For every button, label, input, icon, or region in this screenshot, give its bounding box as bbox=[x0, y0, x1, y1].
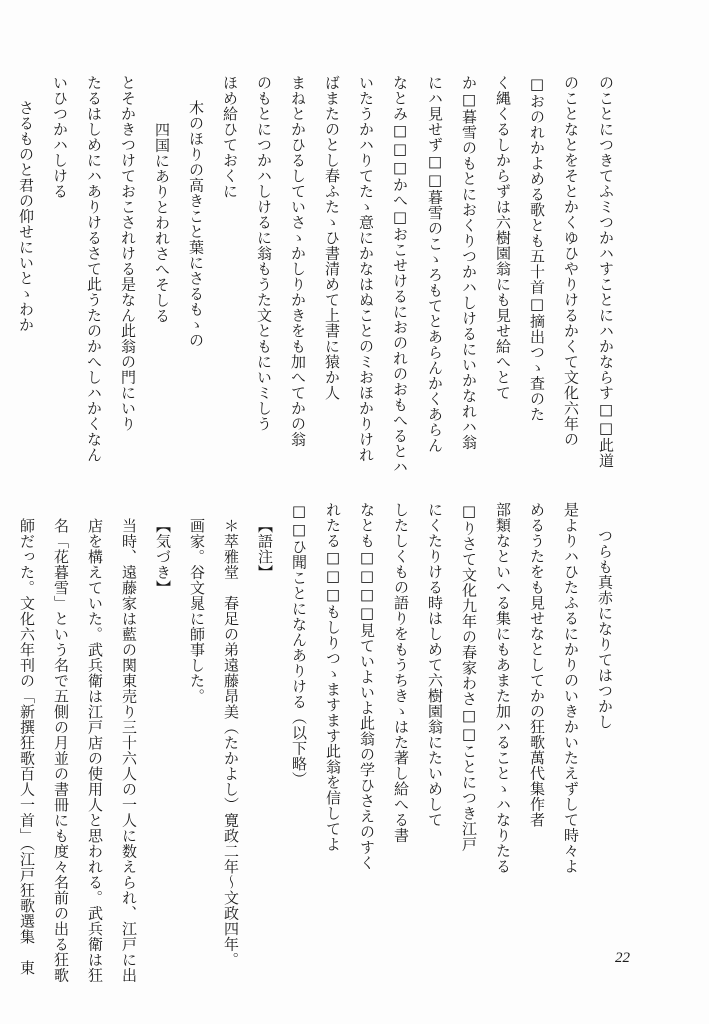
text-column: □おのれかよめる歌とも五十首□摘出つゝ査のた bbox=[528, 75, 546, 422]
text-column: たるはしめにハありけるさて此うたのかへしハかくなん bbox=[85, 75, 103, 463]
notes-heading: 【気づき】 bbox=[154, 518, 172, 596]
text-column: □りさて文化九年の春家わさ□□ことにつき江戸 bbox=[460, 502, 478, 852]
poem-line: 四国にありとわれさへそしる bbox=[153, 122, 171, 324]
text-column: か□暮雪のもとにおくりつかハしけるにいかなれハ翁 bbox=[460, 75, 478, 450]
text-column: にハ見せず□□暮雪のこゝろもてとあらんかくあらん bbox=[426, 75, 444, 453]
text-column: れたる□□□もしりつゝますます此翁を信してよ bbox=[324, 502, 342, 852]
text-column: く縄くるしからずは六樹園翁にも見せ給へとて bbox=[494, 75, 512, 401]
text-column: ほめ給ひておくに bbox=[221, 75, 239, 199]
text-column: まねとかひるしていさゝかしりかきをも加へてかの翁 bbox=[289, 75, 307, 447]
text-column: にくたりける時はしめて六樹園翁にたいめして bbox=[426, 502, 444, 828]
text-column: 是よりハひたふるにかりのいきかいたえずして時々よ bbox=[562, 502, 580, 874]
poem-line: つらも真赤になりてはつかし bbox=[596, 528, 614, 730]
note-column: 師だった。文化六年刊の「新撰狂歌百人一首」（江戸狂歌選集 東 bbox=[18, 518, 36, 976]
text-column: したしくもの語りをもうちきゝはた著し給へる書 bbox=[392, 502, 410, 843]
text-column: □□ひ聞ことになんありける（以下略） bbox=[290, 502, 308, 787]
text-column: いひつかハしける bbox=[51, 75, 69, 199]
text-column: めるうたをも見せなとしてかの狂歌萬代集作者 bbox=[528, 502, 546, 828]
note-column: 店を構えていた。武兵衛は江戸店の使用人と思われる。武兵衛は狂 bbox=[86, 518, 104, 983]
note-column: ＊萃雅堂 春足の弟遠藤昂美（たかよし）寛政二年～文政四年。 bbox=[222, 518, 240, 968]
poem-line: 木のほりの高きこと葉にさるもゝの bbox=[187, 100, 205, 348]
note-column: 画家。谷文晁に師事した。 bbox=[188, 518, 206, 704]
page-number: 22 bbox=[615, 950, 630, 966]
text-column: なとも□□□□見ていよいよ此翁の学ひさえのすく bbox=[358, 502, 376, 871]
note-column: 当時、遠藤家は藍の関東売り三十六人の一人に数えられ、江戸に出 bbox=[120, 518, 138, 983]
text-column: なとみ□□□かへ□おこせけるにおのれのおもへるとハ bbox=[391, 75, 409, 475]
text-column: のもとにつかハしけるに翁もうた文ともにいミしう bbox=[255, 75, 273, 432]
text-column: のことにつきてふミつかハすことにハかならす□□此道 bbox=[597, 75, 615, 469]
text-column: のことなとをそとかくゆひやりけるかくて文化六年の bbox=[562, 75, 580, 447]
note-column: 名「花暮雪」という名で五側の月並の書冊にも度々名前の出る狂歌 bbox=[52, 518, 70, 983]
text-column: とそかきつけておこされける是なん此翁の門にいり bbox=[119, 75, 137, 432]
notes-heading: 【語注】 bbox=[256, 518, 274, 580]
text-column: 部類なといへる集にもあまた加ハることゝハなりたる bbox=[494, 502, 512, 874]
text-column: いたうかハりてたゝ意にかなはぬことのミおほかりけれ bbox=[357, 75, 375, 463]
poem-line: さるものと君の仰せにいとゝわか bbox=[17, 100, 35, 333]
text-column: ばまたのとし春ふたゝひ書清めて上書に猿か人 bbox=[323, 75, 341, 401]
